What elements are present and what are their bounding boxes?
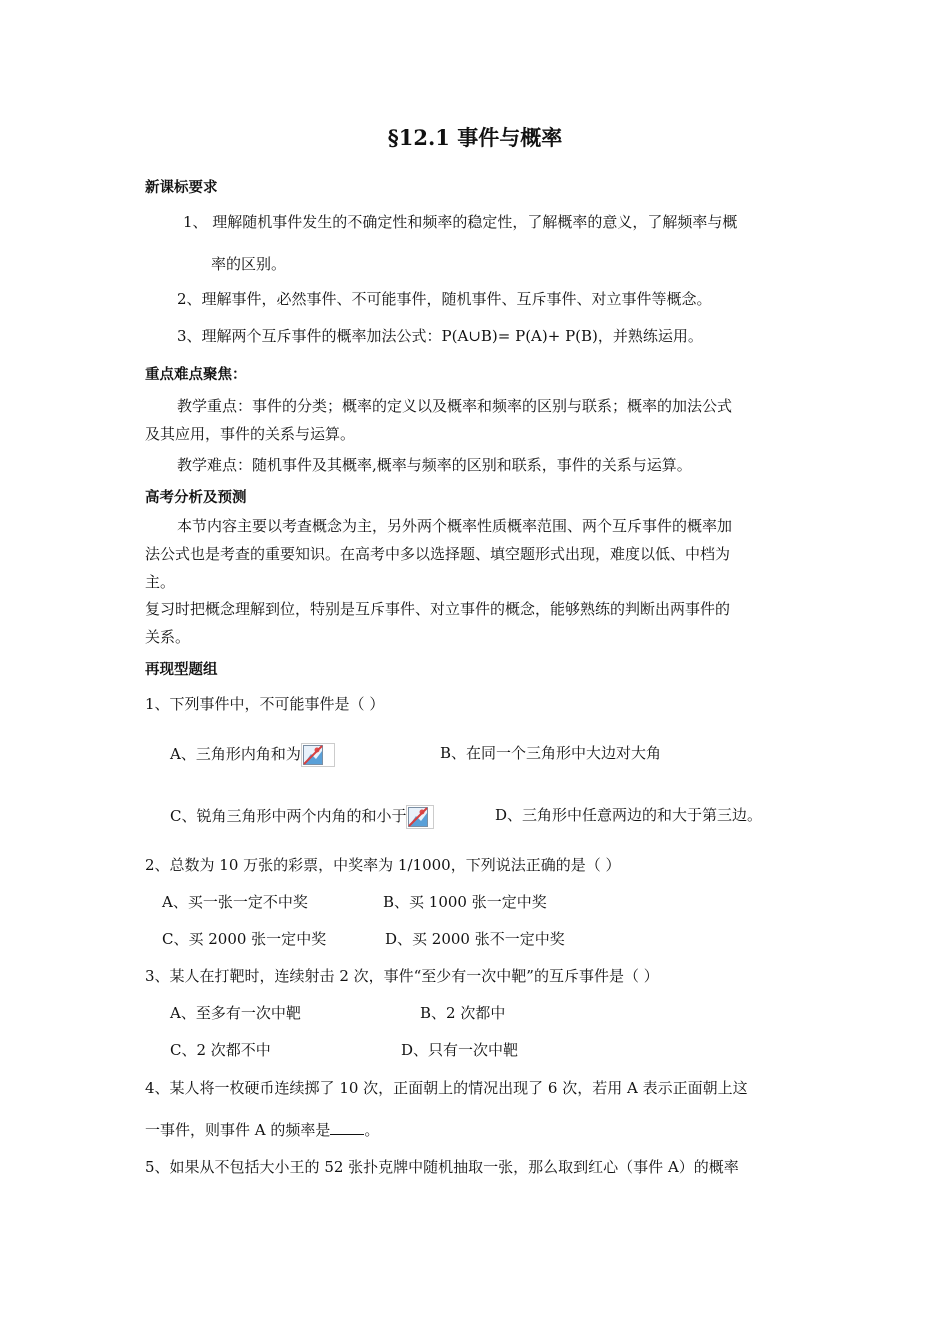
answer-blank <box>330 1120 364 1135</box>
question-1-option-a <box>170 743 335 767</box>
question-5-line-1: 5、如果从不包括大小王的 52 张扑克牌中随机抽取一张，那么取到红心（事件 A）的概率 <box>145 1158 739 1176</box>
question-2-stem: 2、总数为 10 万张的彩票，中奖率为 1/1000，下列说法正确的是（ ） <box>145 856 621 874</box>
question-1-option-c <box>170 805 434 829</box>
question-3-option-d: D、只有一次中靶 <box>401 1041 519 1059</box>
section-heading-analysis: 高考分析及预测 <box>145 490 247 506</box>
question-1-stem: 1、下列事件中，不可能事件是（ ） <box>145 695 385 713</box>
analysis-para2-line-2: 关系。 <box>145 628 191 646</box>
section-heading-requirements: 新课标要求 <box>145 180 218 196</box>
difficulty-line: 教学难点：随机事件及其概率,概率与频率的区别和联系，事件的关系与运算。 <box>177 456 692 474</box>
broken-image-icon <box>406 805 434 829</box>
requirement-item-3: 3、理解两个互斥事件的概率加法公式：P(A∪B)= P(A)+ P(B)，并熟练运用。 <box>177 327 703 345</box>
section-heading-focus: 重点难点聚焦： <box>145 367 247 383</box>
question-4-line-1: 4、某人将一枚硬币连续掷了 10 次，正面朝上的情况出现了 6 次，若用 A 表示正面朝上这 <box>145 1079 748 1097</box>
question-3-option-b: B、2 次都中 <box>420 1004 506 1022</box>
analysis-para2-line-1: 复习时把概念理解到位，特别是互斥事件、对立事件的概念，能够熟练的判断出两事件的 <box>145 600 731 618</box>
focus-line-2: 及其应用，事件的关系与运算。 <box>145 425 356 443</box>
requirement-item-1-line-2: 率的区别。 <box>211 255 287 273</box>
question-3-option-c: C、2 次都不中 <box>170 1041 271 1059</box>
question-4-line-2 <box>145 1120 379 1140</box>
analysis-para1-line-2: 法公式也是考查的重要知识。在高考中多以选择题、填空题形式出现，难度以低、中档为 <box>145 545 731 563</box>
question-2-option-c: C、买 2000 张一定中奖 <box>162 930 327 948</box>
analysis-para1-line-1: 本节内容主要以考查概念为主，另外两个概率性质概率范围、两个互斥事件的概率加 <box>177 517 733 535</box>
question-2-option-d: D、买 2000 张不一定中奖 <box>385 930 565 948</box>
question-1-option-d: D、三角形中任意两边的和大于第三边。 <box>495 806 763 824</box>
section-heading-problems: 再现型题组 <box>145 662 218 678</box>
question-2-option-a: A、买一张一定不中奖 <box>162 893 308 911</box>
requirement-item-2: 2、理解事件，必然事件、不可能事件，随机事件、互斥事件、对立事件等概念。 <box>177 290 712 308</box>
question-3-option-a: A、至多有一次中靶 <box>170 1004 301 1022</box>
question-2-option-b: B、买 1000 张一定中奖 <box>383 893 547 911</box>
question-1-option-c-text: C、锐角三角形中两个内角的和小于 <box>170 807 407 825</box>
question-4-prefix: 一事件，则事件 A 的频率是 <box>145 1121 331 1139</box>
question-1-option-a-text: A、三角形内角和为 <box>170 745 301 763</box>
analysis-para1-line-3: 主。 <box>145 573 176 591</box>
broken-image-icon <box>301 743 335 767</box>
focus-line-1: 教学重点：事件的分类；概率的定义以及概率和频率的区别与联系；概率的加法公式 <box>177 397 733 415</box>
question-3-stem: 3、某人在打靶时，连续射击 2 次，事件“至少有一次中靶”的互斥事件是（ ） <box>145 967 659 985</box>
question-4-suffix: 。 <box>364 1121 380 1139</box>
requirement-item-1-line-1: 1、 理解随机事件发生的不确定性和频率的稳定性，了解概率的意义，了解频率与概 <box>183 213 738 231</box>
page-title: §12.1 事件与概率 <box>387 125 563 150</box>
question-1-option-b: B、在同一个三角形中大边对大角 <box>440 744 662 762</box>
